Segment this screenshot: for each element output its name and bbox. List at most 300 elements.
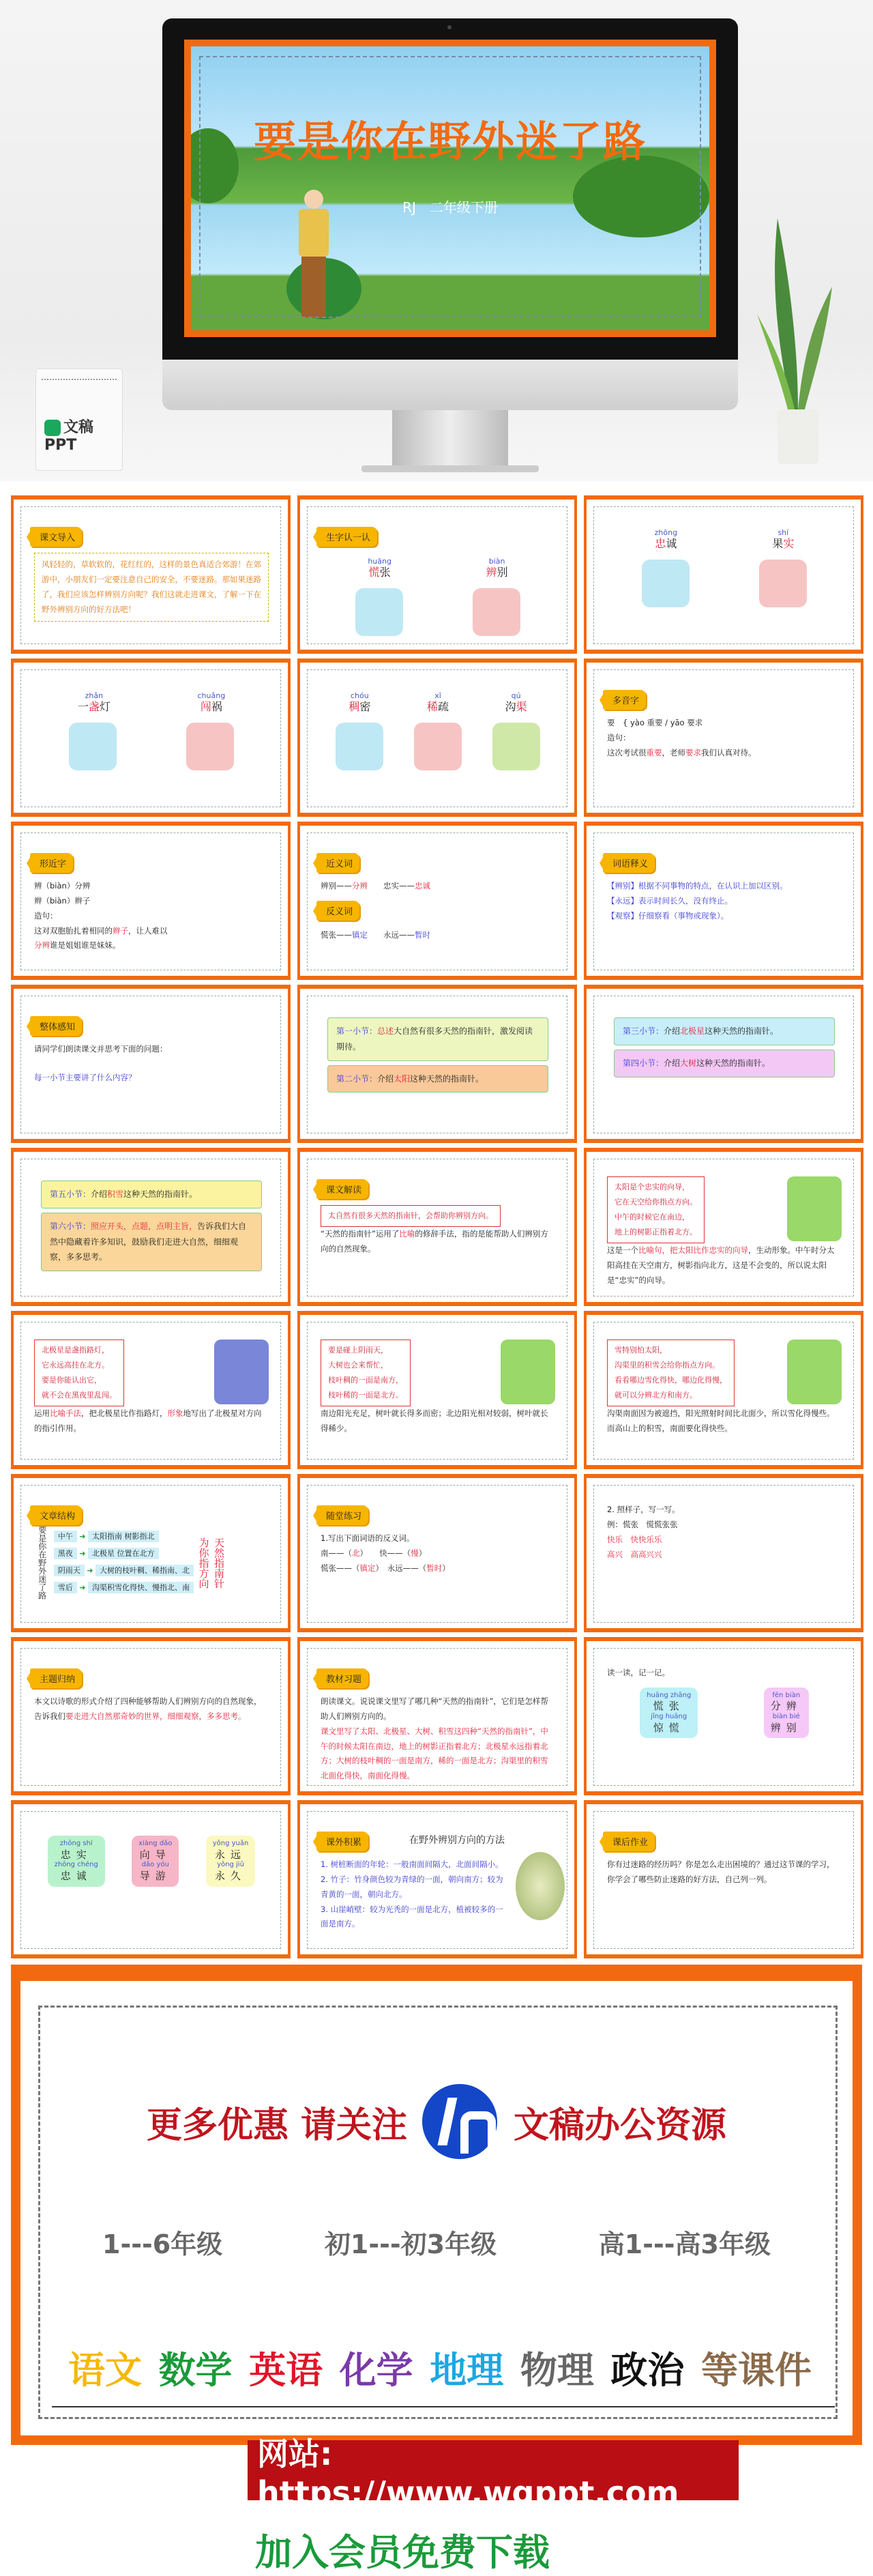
hanzi: [486, 566, 508, 580]
slide-content: [14, 1315, 288, 1465]
slide-content: [587, 826, 861, 976]
text-line: [607, 1533, 842, 1548]
structure-key: 阴雨天: [54, 1565, 85, 1576]
text-segment: 一: [77, 700, 89, 714]
structure-map: [34, 1526, 269, 1600]
section-tag: 主题归纳: [30, 1668, 82, 1688]
pinyin: xiàng dǎo: [138, 1840, 173, 1847]
text-segment: 慌张——（: [321, 1563, 360, 1573]
text-segment: ，让人难以: [128, 925, 168, 936]
text-line: [321, 1531, 555, 1546]
text-segment: 根据不同事物的特点，在认识上加以区别。: [638, 881, 788, 891]
word-card: [764, 1688, 809, 1739]
text-line: [34, 894, 269, 909]
text-segment: 祸: [211, 700, 222, 714]
slide-body: [607, 716, 842, 799]
text-segment: 这种天然的指南针。: [705, 1026, 779, 1036]
text-segment: 的修辞手法，指的是能帮助人们辨别方向的自然现象。: [321, 1229, 548, 1254]
structure-value: 北极星 位置在北方: [88, 1548, 159, 1559]
slide-body: [321, 1694, 555, 1781]
brand-text: 文稿PPT: [44, 419, 94, 454]
pinyin: zhōng chéng: [54, 1861, 98, 1869]
structure-value: 太阳指南 树影指北: [88, 1531, 159, 1542]
slide-thumbnail[interactable]: [584, 1800, 863, 1958]
structure-value: 沟渠积雪化得快、慢指北、南: [88, 1582, 194, 1593]
pinyin: yǒng yuǎn: [212, 1840, 249, 1847]
text-line: [607, 1857, 842, 1887]
slide-thumbnail[interactable]: [297, 1637, 577, 1795]
text-segment: ）: [442, 1563, 450, 1573]
slide-body: [607, 1666, 842, 1778]
question-text: 每一小节主要讲了什么内容？: [34, 1072, 136, 1082]
slide-thumbnail[interactable]: [11, 1474, 291, 1632]
poem-line: 雪特别怕太阳，: [615, 1346, 667, 1355]
poem-box: [321, 1340, 411, 1406]
section-tag: 近义词: [316, 853, 359, 873]
highlight-text: 课文里写了太阳、北极星、大树、积雪这四种“天然的指南针”，中午的时候太阳在南边，地上的树影正指着北方；北极星永远指着北方；大树的枝叶稠的一面是南方，稀的一面是北方；沟渠里的积雪北面化得快，南面化得慢。: [321, 1726, 548, 1781]
illustrations: [321, 588, 555, 636]
slide-content: [300, 663, 574, 813]
text-line: [321, 1724, 555, 1784]
arrow-icon: ➜: [84, 1566, 96, 1575]
structure-key: 雪后: [54, 1582, 77, 1593]
highlight-text: 【观察】: [607, 910, 638, 921]
hanzi: 忠实: [60, 1848, 92, 1861]
slide-thumbnail[interactable]: [297, 822, 577, 980]
structure-row: [54, 1581, 194, 1595]
cover-slide: [184, 40, 716, 337]
text-line: [607, 894, 842, 909]
hanzi: 永久: [215, 1869, 247, 1882]
slide-thumbnail[interactable]: [297, 659, 577, 817]
hanzi: [197, 700, 225, 714]
slide-thumbnail[interactable]: [584, 659, 863, 817]
poem-line: 大树也会来帮忙，: [328, 1361, 388, 1370]
slide-body: [34, 553, 269, 636]
highlight-text: 要走进大自然那奇妙的世界，细细观察，多多思考。: [65, 1711, 246, 1721]
word-list: [321, 691, 555, 714]
desk-calendar: [35, 368, 123, 471]
section-tag: 形近字: [30, 853, 73, 873]
slide-thumbnail[interactable]: [297, 1800, 577, 1958]
slide-body: [607, 879, 842, 962]
highlight-text: 快乐 快快乐乐: [607, 1534, 662, 1544]
text-segment: 南边阳光充足，树叶就长得多而密；北边阳光相对较弱，树叶就长得稀少。: [321, 1408, 548, 1433]
scroll-label: 第三小节：: [623, 1026, 664, 1036]
highlight-text: 镇定: [352, 930, 368, 940]
highlight-text: 辨: [486, 566, 497, 579]
scroll-banner: [614, 1017, 835, 1045]
highlight-text: 积雪: [107, 1189, 124, 1199]
vocab-word: [772, 528, 794, 551]
slide-content: [587, 1315, 861, 1465]
text-segment: 别: [497, 566, 508, 579]
section-tag: 多音字: [603, 690, 646, 710]
pinyin: fēn biàn: [772, 1691, 801, 1699]
slide-body: [34, 1340, 269, 1451]
bamboo-image: [516, 1852, 565, 1920]
text-line: [607, 716, 842, 731]
word-list: [34, 691, 269, 714]
vocab-word: [368, 557, 391, 580]
illustration: [642, 560, 690, 607]
poem-line: 地上的树影正指着北方。: [615, 1228, 697, 1236]
subject-label: 化学: [339, 2349, 413, 2392]
text-segment: 沟: [505, 700, 516, 714]
pinyin: jīng huāng: [651, 1713, 687, 1721]
slide-body: [34, 1042, 269, 1125]
slide-body: [34, 687, 269, 799]
slide-content: [587, 663, 861, 813]
poem-line: 北极星是盏指路灯，: [42, 1346, 109, 1355]
slide-content: [300, 826, 574, 976]
section-tag: 文章结构: [30, 1505, 82, 1525]
text-line: [607, 1406, 842, 1436]
pinyin: biàn bié: [772, 1713, 800, 1721]
illustration: [787, 1340, 842, 1404]
hanzi: 惊慌: [653, 1721, 685, 1734]
hanzi: [349, 700, 370, 714]
highlight-text: 渠: [516, 700, 527, 714]
pinyin: huāng zhāng: [647, 1691, 692, 1699]
text-segment: 1.写出下面词语的反义词。: [321, 1533, 415, 1543]
monitor-base: [361, 465, 539, 472]
highlight-text: 慌: [368, 566, 380, 579]
grade-list: [102, 2223, 771, 2261]
text-segment: ） 永远——（: [375, 1563, 427, 1573]
slide-content: [14, 1641, 288, 1791]
highlight-text: 2. 竹子：竹身颜色较为青绿的一面，朝向南方；较为青黄的一面，朝向北方。: [321, 1874, 503, 1899]
text-line: [321, 1227, 555, 1257]
text-line: [34, 1042, 269, 1057]
vocab-word: [349, 691, 370, 714]
pinyin: shí: [778, 528, 789, 537]
poem-line: 就可以分辨北方和南方。: [615, 1391, 697, 1400]
highlight-text: 稠: [349, 700, 360, 714]
section-tag: 随堂练习: [316, 1505, 368, 1525]
join-member-text: 加入会员免费下载: [255, 2531, 550, 2574]
poem-box: [321, 1205, 501, 1227]
slide-content: [14, 1478, 288, 1628]
slide-thumbnail[interactable]: [584, 1148, 863, 1306]
word-card: [48, 1836, 105, 1887]
slide-thumbnail[interactable]: [11, 985, 291, 1143]
scroll-label: 第一小节：: [336, 1026, 378, 1036]
poem-line: 要是你能认出它，: [42, 1376, 102, 1385]
illustrations: [607, 560, 842, 607]
illustration: [414, 723, 462, 770]
slide-thumbnail[interactable]: [297, 985, 577, 1143]
text-line: [321, 1902, 506, 1933]
slide-content: [587, 989, 861, 1139]
slide-heading: 在野外辨别方向的方法: [409, 1835, 505, 1846]
highlight-text: 忠诚: [415, 881, 430, 891]
banner-headline: [20, 2061, 853, 2182]
text-segment: 辨别——: [321, 881, 352, 891]
cover-subtitle: RJ 二年级下册: [402, 199, 498, 216]
slide-body: [321, 928, 555, 962]
arrow-icon: ➜: [76, 1532, 89, 1542]
slide-body: [607, 1176, 842, 1288]
poem-line: 太自然有很多天然的指南针，会帮助你辨别方向。: [328, 1211, 493, 1220]
text-segment: 运用: [34, 1408, 50, 1418]
cover-dashed-frame: [199, 56, 701, 318]
slide-content: [14, 989, 288, 1139]
text-line: [607, 1548, 842, 1563]
slide-thumbnail[interactable]: [11, 659, 291, 817]
illustration: [473, 588, 520, 636]
slide-thumbnail[interactable]: [297, 1148, 577, 1306]
illustration: [355, 588, 403, 636]
illustrations: [34, 723, 269, 770]
poem-box: [607, 1340, 735, 1406]
vocab-word: [505, 691, 527, 714]
text-line: [34, 938, 269, 953]
slide-thumbnail[interactable]: [11, 822, 291, 980]
poem-line: 看看哪边雪化得快，哪边化得慢，: [615, 1376, 727, 1385]
structure-summary: 为你指方向: [197, 1537, 210, 1589]
text-line: [321, 1857, 506, 1872]
highlight-text: 要求: [685, 747, 701, 757]
slide-thumbnail[interactable]: [584, 1637, 863, 1795]
word-card: [640, 1688, 698, 1739]
slide-content: [14, 1804, 288, 1954]
slide-content: [300, 1804, 574, 1954]
website-link[interactable]: 网站: https://www.wgppt.com: [248, 2440, 739, 2500]
highlight-text: 比喻句，把太阳比作忠实的向导: [638, 1245, 748, 1255]
highlight-text: 【永远】: [607, 895, 638, 906]
word-list: [607, 528, 842, 551]
highlight-text: 比喻手法: [50, 1408, 81, 1418]
text-segment: 朗读课文。说说课文里写了哪几种“天然的指南针”，它们是怎样帮助人们辨别方向的。: [321, 1696, 548, 1721]
illustrations: [321, 723, 555, 770]
word-card: [206, 1836, 256, 1887]
text-segment: 2. 照样子，写一写。: [607, 1505, 680, 1514]
highlight-text: 盏: [88, 700, 100, 714]
text-segment: ，生动形象。中午时分太阳高挂在天空南方，树影指向北方，这是不会变的，所以说太阳是“忠实”的向导。: [607, 1245, 835, 1285]
highlight-text: 辫子: [113, 925, 128, 936]
slide-content: [14, 826, 288, 976]
text-line: [607, 731, 842, 746]
highlight-text: 分辨: [34, 940, 50, 951]
slide-thumbnail[interactable]: [11, 1637, 291, 1795]
text-segment: 要 { yào 重要 / yāo 要求: [607, 718, 703, 727]
slide-body: [34, 1526, 269, 1615]
text-line: [321, 928, 555, 943]
slide-content: [300, 500, 574, 650]
section-tag: 教材习题: [316, 1668, 368, 1688]
hero-mockup: [0, 0, 873, 481]
structure-row: [54, 1547, 194, 1561]
hanzi: 导游: [139, 1869, 171, 1882]
pinyin: chóu: [350, 691, 369, 700]
poem-box: [34, 1340, 124, 1406]
text-segment: 这种天然的指南针。: [410, 1073, 484, 1084]
text-segment: 请同学们朗读课文并思考下面的问题：: [34, 1044, 168, 1054]
hanzi: 分辨: [770, 1700, 802, 1713]
slide-content: [14, 1152, 288, 1302]
subject-label: 语文: [68, 2349, 142, 2392]
text-segment: 沟渠南面因为被遮挡，阳光照射时间比北面少，所以雪化得慢些。而高山上的积雪，南面要化得快些。: [607, 1408, 835, 1433]
highlight-text: 太阳: [394, 1073, 411, 1084]
slide-body: [321, 1340, 555, 1451]
scroll-banner: [41, 1181, 262, 1209]
pinyin: xī: [434, 691, 441, 700]
illustration: [214, 1340, 269, 1404]
text-segment: ，老师: [662, 747, 685, 757]
slide-content: [300, 1152, 574, 1302]
slide-thumbnail[interactable]: [297, 1474, 577, 1632]
arrow-icon: ➜: [76, 1549, 89, 1559]
slide-body: [607, 1340, 842, 1451]
slide-thumbnail[interactable]: [584, 1474, 863, 1632]
plant-illustration: [750, 205, 846, 478]
slide-thumbnail[interactable]: [584, 1311, 863, 1469]
slide-thumbnail[interactable]: [584, 495, 863, 654]
slide-body: [607, 1013, 842, 1125]
text-segment: 我们认真对待。: [701, 747, 756, 757]
text-segment: 永远——: [368, 930, 415, 940]
text-line: [321, 1561, 555, 1576]
section-tag: 课外积累: [316, 1832, 368, 1851]
slide-thumbnail[interactable]: [584, 822, 863, 980]
slide-content: [14, 663, 288, 813]
highlight-text: 照应开头，点题，点明主旨，: [91, 1221, 198, 1231]
text-segment: 大自然有很多天然的指南针，激发阅读期待。: [336, 1026, 533, 1052]
pinyin: biàn: [488, 557, 505, 566]
hanzi: [772, 537, 794, 551]
slide-thumbnail[interactable]: [584, 985, 863, 1143]
banner-headline-left: 更多优惠 请关注: [146, 2104, 408, 2146]
slide-content: [300, 1478, 574, 1628]
poem-box: [607, 1176, 705, 1243]
highlight-text: 【辨别】: [607, 881, 638, 891]
text-line: [321, 1872, 506, 1902]
pinyin: zhǎn: [85, 691, 104, 700]
highlight-text: 比喻: [399, 1229, 415, 1239]
scroll-label: 第四小节：: [623, 1058, 664, 1068]
slide-content: [587, 1152, 861, 1302]
scroll-label: 第六小节：: [50, 1221, 91, 1231]
text-segment: 辨（biàn）分辨: [34, 881, 91, 891]
text-segment: 表示时间长久，没有终止。: [638, 895, 733, 906]
subject-list: [68, 2341, 812, 2394]
highlight-text: 总述: [377, 1026, 394, 1036]
highlight-text: 镇定: [359, 1563, 376, 1573]
poem-line: 沟渠里的积雪会给你指点方向。: [615, 1361, 720, 1370]
word-cards: [34, 1836, 269, 1887]
text-segment: ，把北极星比作指路灯，: [81, 1408, 168, 1418]
structure-key: 中午: [54, 1531, 77, 1542]
slide-content: [587, 1804, 861, 1954]
slide-content: [14, 500, 288, 650]
cover-title: 要是你在野外迷了路: [253, 117, 647, 167]
highlight-text: 1. 树桩断面的年轮：一般南面间隔大，北面间隔小。: [321, 1859, 503, 1869]
text-line: [34, 1694, 269, 1724]
structure-row: [54, 1530, 194, 1544]
pinyin: zhōng: [654, 528, 678, 537]
text-segment: ）: [418, 1548, 427, 1558]
slide-thumbnail[interactable]: [11, 1148, 291, 1306]
hanzi: [78, 700, 110, 714]
highlight-text: 稀: [426, 700, 438, 714]
text-line: [607, 879, 842, 894]
slide-body: [607, 1857, 842, 1941]
section-tag: 词语释义: [603, 853, 655, 873]
poem-line: 枝叶稠的一面是南方，: [328, 1376, 403, 1385]
text-segment: 灯: [99, 700, 110, 714]
text-line: [607, 1243, 842, 1288]
text-segment: 谁是姐姐谁是妹妹。: [50, 940, 121, 951]
section-tag: 课文解读: [316, 1179, 368, 1199]
slide-thumbnail[interactable]: [11, 1311, 291, 1469]
text-segment: 这种天然的指南针。: [123, 1189, 198, 1199]
section-tag: 课后作业: [603, 1832, 655, 1851]
divider: [52, 2406, 835, 2407]
text-segment: 这次考试很: [607, 747, 647, 757]
section-tag: 生字认一认: [316, 527, 377, 547]
hanzi: [368, 566, 391, 580]
scroll-banner: [614, 1050, 835, 1077]
section-tag: 整体感知: [30, 1016, 82, 1036]
section-tag: 反义词: [316, 901, 359, 921]
highlight-text: 北极星: [680, 1026, 705, 1036]
text-segment: 介绍: [91, 1189, 108, 1199]
text-segment: 例：慌张 慌慌张张: [607, 1519, 678, 1529]
subject-label: 政治: [610, 2349, 685, 2392]
slide-thumbnail[interactable]: [11, 495, 291, 654]
scroll-label: 第五小节：: [50, 1189, 91, 1199]
highlight-text: 大树: [680, 1058, 697, 1068]
slide-thumbnail[interactable]: [11, 1800, 291, 1958]
poem-line: 枝叶稀的一面是北方。: [328, 1391, 403, 1400]
text-line: [321, 1406, 555, 1436]
pinyin: dǎo yóu: [141, 1861, 169, 1869]
structure-row: [54, 1564, 194, 1578]
pinyin: yǒng jiǔ: [217, 1861, 244, 1869]
section-tag: 课文导入: [30, 527, 82, 547]
poem-line: 它永远高挂在北方。: [42, 1361, 109, 1370]
structure-summary: 天然指南针: [213, 1537, 226, 1589]
structure-key: 黑夜: [54, 1548, 77, 1559]
text-segment: 造句：: [607, 732, 631, 742]
poem-line: 它在天空给你指点方向。: [615, 1198, 697, 1206]
slide-body: [321, 1013, 555, 1125]
slide-content: [587, 1478, 861, 1628]
slide-thumbnail[interactable]: [297, 495, 577, 654]
text-segment: 辫（biàn）辫子: [34, 895, 91, 906]
text-segment: 仔细察看（事物或现象）。: [638, 910, 729, 921]
grade-item: 初1---初3年级: [324, 2229, 497, 2259]
slide-body: [321, 553, 555, 636]
text-segment: 密: [359, 700, 371, 714]
slide-thumbnail[interactable]: [297, 1311, 577, 1469]
camera-icon: [447, 25, 452, 29]
poem-line: 太阳是个忠实的向导，: [615, 1183, 690, 1191]
illustration: [336, 723, 383, 770]
illustration: [501, 1340, 555, 1404]
word-card: [132, 1836, 179, 1887]
structure-value: 大树的枝叶稠、稀指南、北: [95, 1565, 194, 1576]
slide-body: [607, 1503, 842, 1615]
text-segment: 果: [772, 537, 784, 551]
scroll-banner: [41, 1213, 262, 1271]
poem-line: 中午的时候它在南边，: [615, 1213, 690, 1221]
word-list: [321, 557, 555, 580]
hanzi: 忠诚: [60, 1869, 92, 1882]
pinyin: qú: [511, 691, 521, 700]
intro-passage: 风轻轻的，草软软的，花红红的，这样的景色真适合郊游！在郊游中，小朋友们一定要注意自己的安全，不要迷路。那如果迷路了，我们应该怎样辨别方向呢？我们这就走进课文，了解一下在野外辨别方向的好方法吧！: [34, 553, 269, 622]
